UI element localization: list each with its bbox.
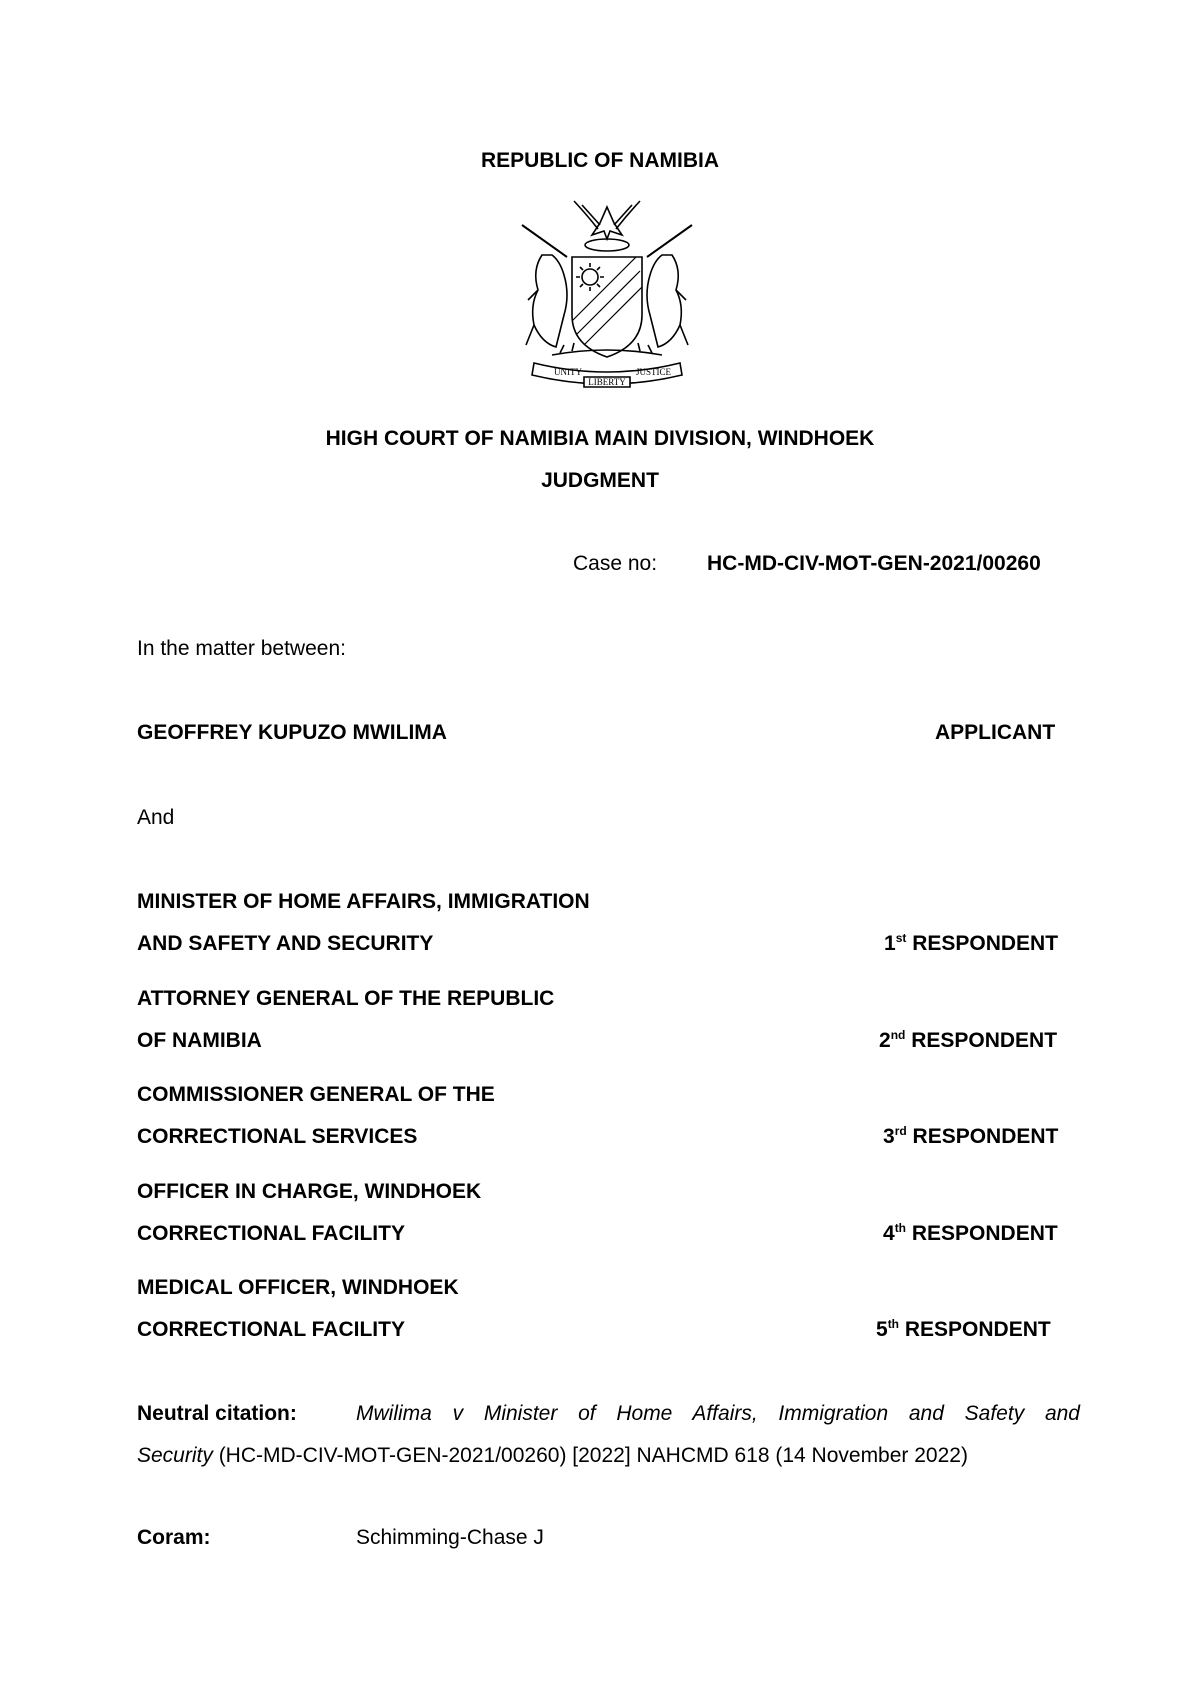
republic-heading: REPUBLIC OF NAMIBIA <box>481 149 719 172</box>
respondent-1-name-line1: MINISTER OF HOME AFFAIRS, IMMIGRATION <box>137 890 590 913</box>
court-heading: HIGH COURT OF NAMIBIA MAIN DIVISION, WINDHOEK <box>325 427 875 450</box>
neutral-citation-label: Neutral citation: <box>137 1402 297 1425</box>
and-separator: And <box>137 806 175 829</box>
respondent-2-name-line2: OF NAMIBIA <box>137 1029 262 1052</box>
matter-between-text: In the matter between: <box>137 637 346 660</box>
respondent-3-role: 3rd RESPONDENT <box>883 1124 1059 1148</box>
respondent-1-role: 1st RESPONDENT <box>884 931 1059 955</box>
respondent-3-name-line1: COMMISSIONER GENERAL OF THE <box>137 1083 495 1106</box>
respondent-3-name-line2: CORRECTIONAL SERVICES <box>137 1125 418 1148</box>
coram-label: Coram: <box>137 1526 211 1549</box>
applicant-name: GEOFFREY KUPUZO MWILIMA <box>137 721 447 744</box>
coram-judge: Schimming-Chase J <box>356 1526 544 1549</box>
respondent-5-name-line1: MEDICAL OFFICER, WINDHOEK <box>137 1276 459 1299</box>
respondent-4-name-line1: OFFICER IN CHARGE, WINDHOEK <box>137 1180 482 1203</box>
respondent-1-name-line2: AND SAFETY AND SECURITY <box>137 932 434 955</box>
crest-motto-center: LIBERTY <box>588 377 626 387</box>
case-number-label: Case no: <box>573 552 658 575</box>
document-type-heading: JUDGMENT <box>541 469 659 492</box>
neutral-citation-line1: Mwilima v Minister of Home Affairs, Immigration and Safety and <box>356 1402 1080 1425</box>
respondent-4-role: 4th RESPONDENT <box>883 1221 1058 1245</box>
namibia-coat-of-arms <box>512 195 702 390</box>
applicant-role: APPLICANT <box>935 721 1056 744</box>
case-number: HC-MD-CIV-MOT-GEN-2021/00260 <box>707 552 1041 575</box>
crest-motto-left: UNITY <box>554 367 582 377</box>
respondent-2-role: 2nd RESPONDENT <box>879 1028 1058 1052</box>
respondent-4-name-line2: CORRECTIONAL FACILITY <box>137 1222 405 1245</box>
respondent-5-role: 5th RESPONDENT <box>876 1317 1051 1341</box>
respondent-5-name-line2: CORRECTIONAL FACILITY <box>137 1318 405 1341</box>
respondent-2-name-line1: ATTORNEY GENERAL OF THE REPUBLIC <box>137 987 555 1010</box>
crest-motto-right: JUSTICE <box>636 367 672 377</box>
neutral-citation-line2: Security (HC-MD-CIV-MOT-GEN-2021/00260) [2022] NAHCMD 618 (14 November 2022) <box>137 1444 968 1467</box>
